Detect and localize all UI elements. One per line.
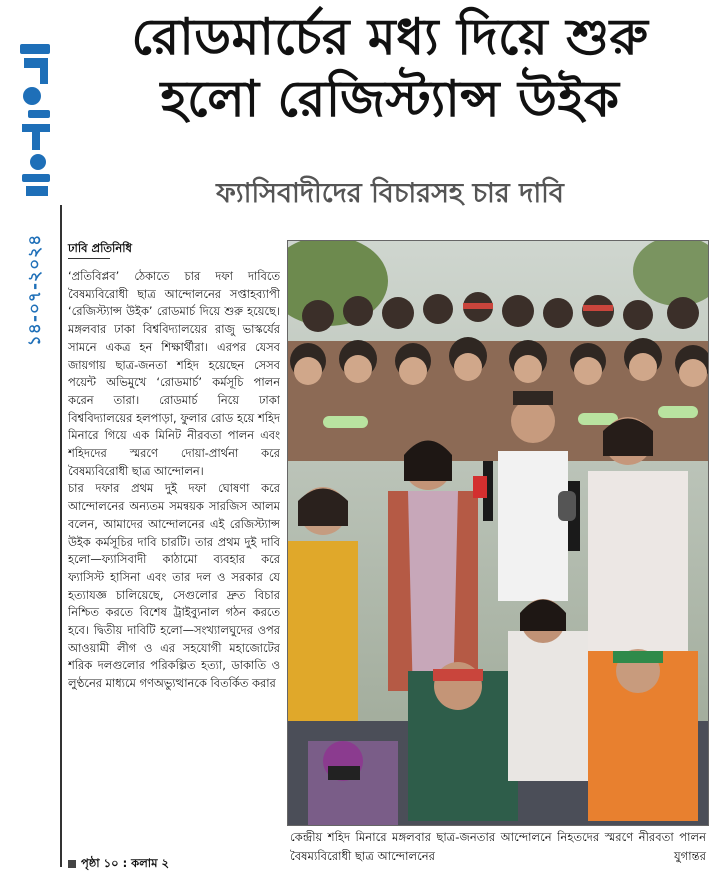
photo-caption	[290, 828, 706, 866]
headline-line-1: রোডমার্চের মধ্য দিয়ে শুরু	[131, 8, 649, 66]
continuation-note	[68, 855, 280, 874]
byline: ঢাবি প্রতিনিধি	[68, 241, 132, 255]
headline	[66, 6, 714, 130]
article-paragraph: ‘প্রতিবিপ্লব’ ঠেকাতে চার দফা দাবিতে বৈষম্যবিরোধী ছাত্র আন্দোলনের সপ্তাহব্যাপী ‘রেজিস্ট্যান্স উইক’ রোডমার্চ দিয়ে শুরু হয়েছে। মঙ্গলবার ঢাকা বিশ্ববিদ্যালয়ের রাজু ভাস্কর্যের সামনে একত্র হন শিক্ষার্থীরা। এরপর যেসব জায়গায় ছাত্র-জনতা শহিদ হয়েছেন সেসব পয়েন্ট অভিমুখে ‘রোডমার্চ’ কর্মসূচি পালন করেন তারা। রোডমার্চ নিয়ে ঢাকা বিশ্ববিদ্যালয়ের হলপাড়া, ফুলার রোড হয়ে শহিদ মিনারে গিয়ে এক মিনিট নীরবতা পালন এবং শহিদদের স্মরণে দোয়া-প্রার্থনা করে বৈষম্যবিরোধী ছাত্র আন্দোলন।	[68, 269, 280, 478]
article-paragraph: চার দফার প্রথম দুই দফা ঘোষণা করে আন্দোলনের অন্যতম সমন্বয়ক সারজিস আলম বলেন, আমাদের আন্দোলনের এই রেজিস্ট্যান্স উইক কর্মসূচির দাবি চারটি। তার প্রথম দুই দাবি হলো—ফ্যাসিবাদী কাঠামো ব্যবহার করে ফ্যাসিস্ট হাসিনা এবং তার দল ও সরকার যে হত্যাযজ্ঞ চালিয়েছে, সেগুলোর দ্রুত বিচার নিশ্চিত করতে বিশেষ ট্রাইব্যুনাল গঠন করতে হবে। দ্বিতীয় দাবিটি হলো—সংখ্যালঘুদের ওপর আওয়ামী লীগ ও এর সহযোগী মহাজোটের শরিক দলগুলোর পরিকল্পিত হত্যা, ডাকাতি ও লুণ্ঠনের মাধ্যমে গণঅভ্যুত্থানকে বিতর্কিত করার	[68, 481, 280, 691]
photo-caption-text: কেন্দ্রীয় শহিদ মিনারে মঙ্গলবার ছাত্র-জনতার আন্দোলনে নিহতদের স্মরণে নীরবতা পালন বৈষম্যবিরোধী ছাত্র আন্দোলনের	[290, 830, 706, 863]
issue-date-text: ১৪-০৭-২০২৪	[25, 233, 46, 347]
article-body	[68, 268, 280, 853]
subheadline: ফ্যাসিবাদীদের বিচারসহ চার দাবি	[216, 178, 564, 209]
square-bullet-icon	[68, 860, 76, 868]
news-photo	[287, 240, 709, 826]
photo-credit: যুগান্তর	[673, 849, 706, 863]
byline-underline	[68, 258, 110, 259]
issue-date	[26, 205, 46, 375]
masthead	[0, 0, 62, 885]
crowd-photo-illustration	[288, 241, 708, 825]
column-divider	[60, 205, 62, 867]
newspaper-logo-icon	[18, 40, 52, 200]
headline-line-2: হলো রেজিস্ট্যান্স উইক	[160, 70, 620, 128]
continuation-text: পৃষ্ঠা ১০ : কলাম ২	[81, 856, 169, 870]
newspaper-logo	[18, 40, 52, 200]
